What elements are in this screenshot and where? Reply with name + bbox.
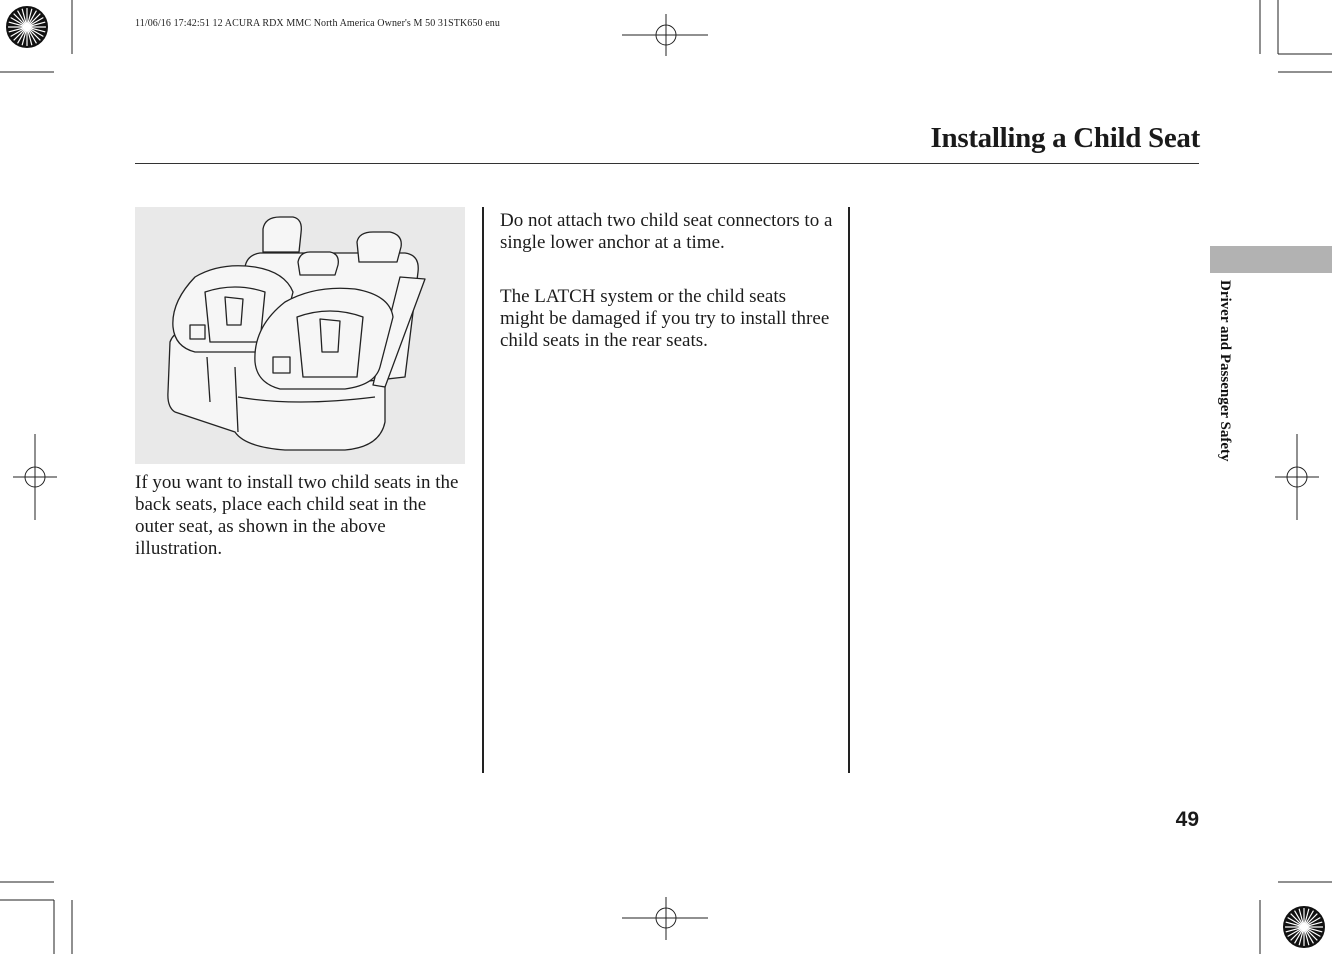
page-number: 49 (1175, 808, 1199, 831)
child-seats-illustration (135, 207, 465, 464)
page-title: Installing a Child Seat (930, 122, 1200, 154)
color-target-icon (7, 7, 47, 47)
latch-damage-paragraph: The LATCH system or the child seats might be damaged if you try to install three child seats in the rear seats. (500, 286, 830, 351)
anchor-warning-paragraph: Do not attach two child seat connectors to a single lower anchor at a time. (500, 210, 833, 253)
title-divider (135, 163, 1199, 164)
column-divider (482, 207, 484, 773)
section-tab (1210, 246, 1332, 273)
registration-crosshair-icon (1275, 434, 1319, 520)
print-header: 11/06/16 17:42:51 12 ACURA RDX MMC North America Owner's M 50 31STK650 enu (135, 18, 500, 29)
registration-crosshair-icon (13, 434, 57, 520)
color-target-icon (1284, 907, 1324, 947)
column-divider (848, 207, 850, 773)
registration-crosshair-icon (622, 14, 708, 56)
two-child-seats-paragraph: If you want to install two child seats in the back seats, place each child seat in the outer seat, as shown in the above illustration. (135, 472, 459, 559)
child-seat-drawing (135, 207, 465, 464)
registration-crosshair-icon (622, 897, 708, 940)
section-tab-label: Driver and Passenger Safety (1217, 280, 1233, 462)
